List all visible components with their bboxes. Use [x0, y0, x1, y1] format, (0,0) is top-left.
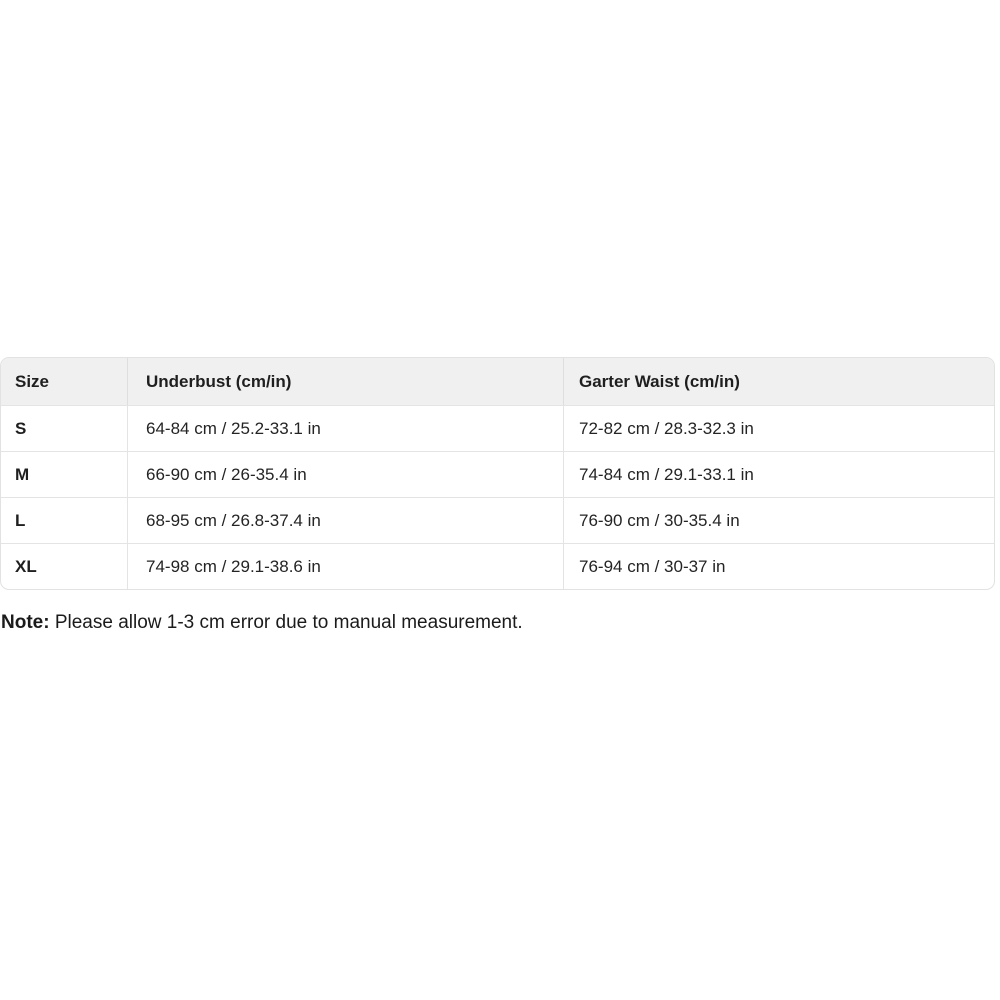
cell-garter-waist: 76-90 cm / 30-35.4 in	[579, 511, 740, 530]
cell-garter-waist: 76-94 cm / 30-37 in	[579, 557, 726, 576]
table-row-xl	[1, 543, 994, 589]
measurement-note-label: Note:	[1, 612, 50, 633]
measurement-note-text: Please allow 1-3 cm error due to manual measurement.	[49, 612, 523, 633]
cell-underbust: 64-84 cm / 25.2-33.1 in	[128, 406, 564, 451]
table-row-m	[1, 451, 994, 497]
cell-underbust: 68-95 cm / 26.8-37.4 in	[128, 498, 564, 543]
size-chart-table	[0, 357, 995, 590]
column-header-size: Size	[1, 358, 128, 405]
cell-garter-waist: 74-84 cm / 29.1-33.1 in	[579, 465, 754, 484]
cell-underbust: 74-98 cm / 29.1-38.6 in	[128, 544, 564, 589]
table-row-s	[1, 405, 994, 451]
column-header-underbust: Underbust (cm/in)	[128, 358, 564, 405]
table-row-l	[1, 497, 994, 543]
cell-underbust: 66-90 cm / 26-35.4 in	[128, 452, 564, 497]
column-header-garter-waist: Garter Waist (cm/in)	[579, 372, 740, 391]
cell-size: M	[1, 452, 128, 497]
table-header-row	[1, 358, 994, 405]
cell-size: L	[1, 498, 128, 543]
cell-size: S	[1, 406, 128, 451]
cell-garter-waist: 72-82 cm / 28.3-32.3 in	[579, 419, 754, 438]
cell-size: XL	[1, 544, 128, 589]
measurement-note	[1, 610, 523, 636]
